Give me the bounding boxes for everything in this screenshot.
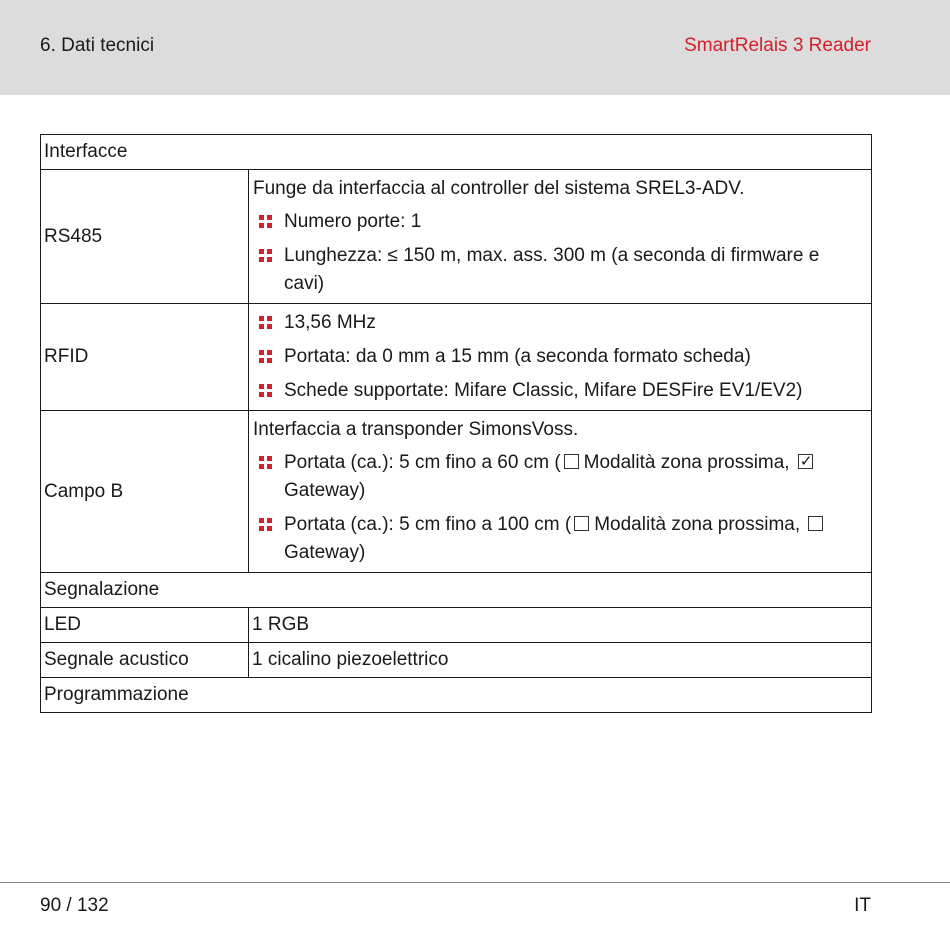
row-label-campo-b: Campo B xyxy=(41,411,249,573)
rfid-bullets xyxy=(253,309,868,405)
list-item: Lunghezza: ≤ 150 m, max. ass. 300 m (a seconda di firmware e cavi) xyxy=(253,242,868,298)
rs485-intro: Funge da interfaccia al controller del sistema SREL3-ADV. xyxy=(253,178,745,199)
campo-b-bullets xyxy=(253,449,868,567)
row-value-rfid xyxy=(249,304,872,411)
footer-divider xyxy=(0,882,950,883)
page-header xyxy=(0,0,950,95)
bullet-icon xyxy=(259,316,272,329)
checkbox-icon-gateway-2 xyxy=(808,516,823,531)
page-number: 90 / 132 xyxy=(40,895,109,916)
bullet-icon xyxy=(259,456,272,469)
row-label-rfid: RFID xyxy=(41,304,249,411)
table-row xyxy=(41,678,872,713)
section-programming: Programmazione xyxy=(41,678,872,713)
row-value-buzzer: 1 cicalino piezoelettrico xyxy=(249,643,872,678)
row-value-rs485 xyxy=(249,170,872,304)
chapter-title: 6. Dati tecnici xyxy=(40,35,155,56)
row-value-led: 1 RGB xyxy=(249,608,872,643)
row-label-led: LED xyxy=(41,608,249,643)
table-row xyxy=(41,643,872,678)
list-item: Portata: da 0 mm a 15 mm (a seconda formato scheda) xyxy=(253,343,868,371)
bullet-icon xyxy=(259,249,272,262)
table-row xyxy=(41,135,872,170)
spec-table xyxy=(40,134,872,713)
table-row xyxy=(41,170,872,304)
row-label-buzzer: Segnale acustico xyxy=(41,643,249,678)
list-item: 13,56 MHz xyxy=(253,309,868,337)
bullet-icon xyxy=(259,350,272,363)
table-row xyxy=(41,304,872,411)
product-name: SmartRelais 3 Reader xyxy=(684,35,871,56)
list-item: Portata (ca.): 5 cm fino a 100 cm ( Modalità zona prossima, Gateway) xyxy=(253,511,868,567)
section-signaling: Segnalazione xyxy=(41,573,872,608)
checkbox-icon-near-zone-2 xyxy=(574,516,589,531)
table-row xyxy=(41,411,872,573)
bullet-icon xyxy=(259,384,272,397)
row-label-rs485: RS485 xyxy=(41,170,249,304)
list-item: Numero porte: 1 xyxy=(253,208,868,236)
table-row xyxy=(41,608,872,643)
bullet-icon xyxy=(259,215,272,228)
language-code: IT xyxy=(854,895,871,916)
row-value-campo-b xyxy=(249,411,872,573)
campo-b-intro: Interfaccia a transponder SimonsVoss. xyxy=(253,419,579,440)
list-item: Schede supportate: Mifare Classic, Mifare DESFire EV1/EV2) xyxy=(253,377,868,405)
section-interfaces: Interfacce xyxy=(41,135,872,170)
checkbox-icon-near-zone-1 xyxy=(564,454,579,469)
checkbox-icon-gateway-1 xyxy=(798,454,813,469)
bullet-icon xyxy=(259,518,272,531)
rs485-bullets xyxy=(253,208,868,298)
list-item: Portata (ca.): 5 cm fino a 60 cm ( Modalità zona prossima, ✓Gateway) xyxy=(253,449,868,505)
table-row xyxy=(41,573,872,608)
